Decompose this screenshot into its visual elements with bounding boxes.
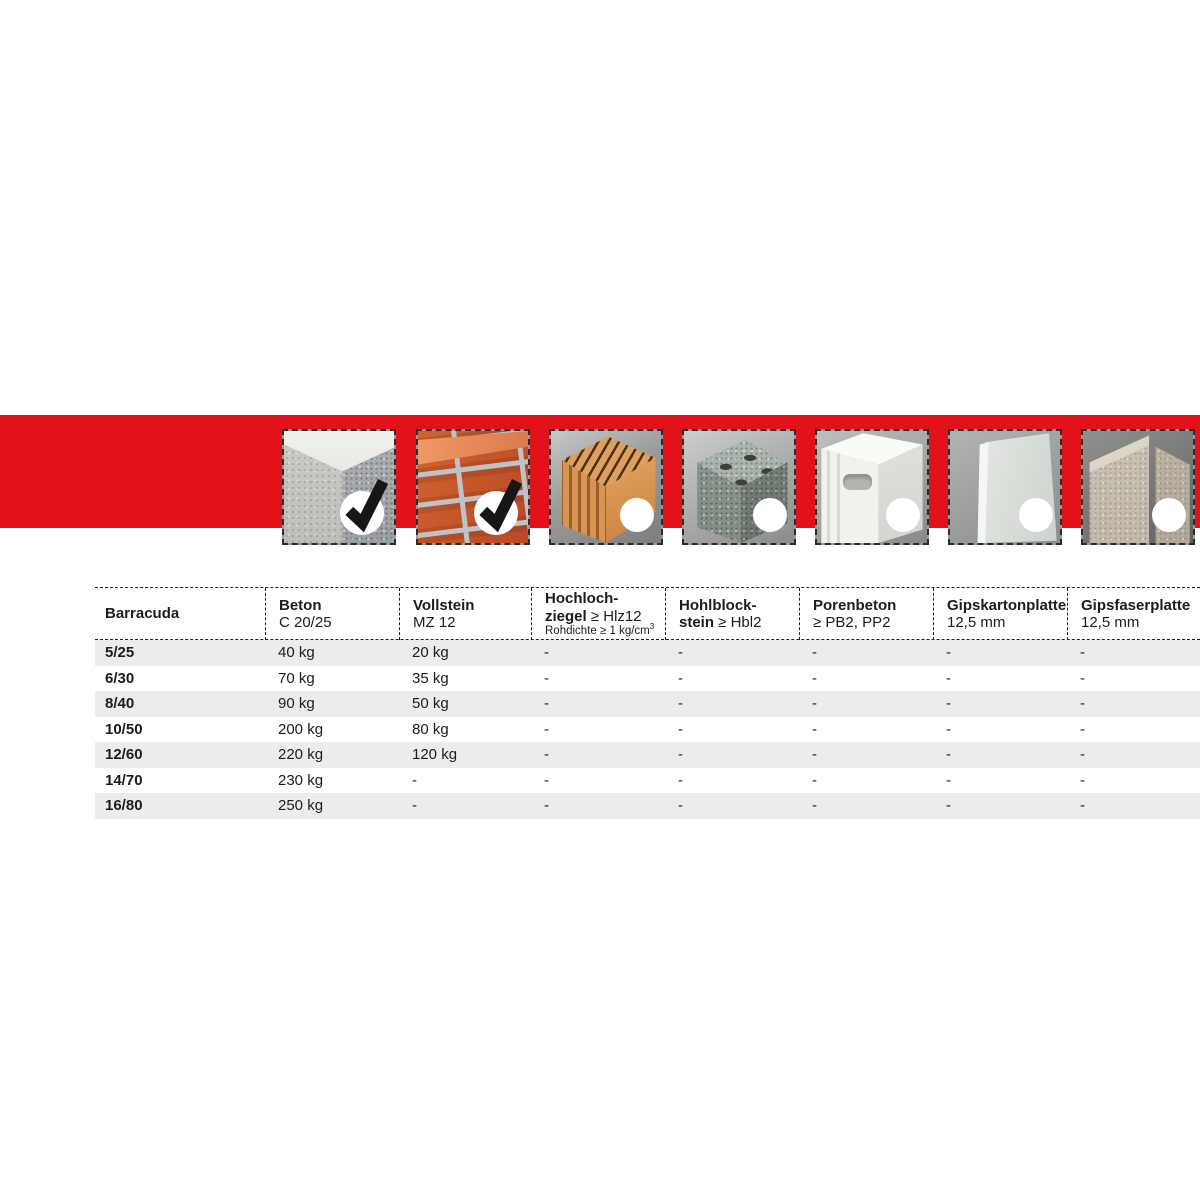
column-title: Beton <box>279 596 322 614</box>
circle-badge <box>753 498 787 532</box>
value-cell: - <box>678 746 683 764</box>
value-cell: - <box>678 771 683 789</box>
value-cell: - <box>812 797 817 815</box>
value-cell: - <box>1080 669 1085 687</box>
column-subtitle: ≥ PB2, PP2 <box>813 614 891 631</box>
material-photo-hochlochziegel <box>549 429 663 545</box>
value-cell: 20 kg <box>412 644 449 662</box>
page-title-line2: Haltewerte <box>96 884 232 917</box>
table-row <box>95 742 1200 768</box>
value-cell: - <box>544 771 549 789</box>
page-title-line1: Baustoffe & <box>96 844 242 877</box>
row-label-cell: 10/50 <box>105 720 143 738</box>
row-label-cell: 14/70 <box>105 771 143 789</box>
table-header-cell <box>799 588 933 640</box>
table-header-row <box>95 587 1200 640</box>
column-title: Porenbeton <box>813 596 897 614</box>
value-cell: - <box>812 695 817 713</box>
table-row <box>95 793 1200 819</box>
table-header-cell <box>95 588 265 640</box>
row-label-cell: 12/60 <box>105 746 143 764</box>
value-cell: - <box>1080 644 1085 662</box>
material-photo-gipskartonplatte <box>948 429 1062 545</box>
value-cell: - <box>812 720 817 738</box>
value-cell: 200 kg <box>278 720 324 738</box>
material-photo-beton-concrete <box>282 429 396 545</box>
value-cell: 250 kg <box>278 797 324 815</box>
column-title: Hohlblock- <box>679 596 757 614</box>
value-cell: - <box>544 720 549 738</box>
value-cell: 70 kg <box>278 669 315 687</box>
value-cell: - <box>544 746 549 764</box>
column-title: Barracuda <box>105 605 180 623</box>
circle-badge <box>886 498 920 532</box>
value-cell: - <box>678 695 683 713</box>
value-cell: - <box>1080 720 1085 738</box>
material-art-layer <box>418 431 528 543</box>
value-cell: - <box>946 644 951 662</box>
value-cell: - <box>812 644 817 662</box>
column-title: stein <box>679 614 715 631</box>
material-photo-hohlblockstein <box>682 429 796 545</box>
value-cell: - <box>946 771 951 789</box>
table-header-cell <box>933 588 1067 640</box>
value-cell: - <box>812 746 817 764</box>
material-photo-porenbeton <box>815 429 929 545</box>
column-title: Gipskartonplatte <box>947 596 1067 614</box>
column-title: Hochloch- <box>545 590 619 607</box>
value-cell: - <box>812 771 817 789</box>
table-row <box>95 640 1200 666</box>
column-subtitle: C 20/25 <box>279 614 332 631</box>
value-cell: - <box>946 797 951 815</box>
material-strip <box>0 429 1200 545</box>
material-art-layer <box>284 431 394 543</box>
value-cell: - <box>678 669 683 687</box>
table-row <box>95 691 1200 717</box>
value-cell: 120 kg <box>412 746 458 764</box>
value-cell: - <box>1080 695 1085 713</box>
value-cell: - <box>946 720 951 738</box>
page-title <box>96 841 242 921</box>
value-cell: - <box>678 720 683 738</box>
table-row <box>95 768 1200 794</box>
value-cell: - <box>544 644 549 662</box>
value-cell: - <box>678 644 683 662</box>
circle-badge <box>620 498 654 532</box>
material-photo-gipsfaserplatte <box>1081 429 1195 545</box>
row-label-cell: 5/25 <box>105 644 135 662</box>
table-row <box>95 717 1200 743</box>
row-label-cell: 6/30 <box>105 669 135 687</box>
loads-table <box>95 587 1200 819</box>
column-subtitle: 12,5 mm <box>947 614 1006 631</box>
value-cell: - <box>544 669 549 687</box>
value-cell: - <box>1080 797 1085 815</box>
table-header-cell <box>531 588 665 640</box>
row-label-cell: 8/40 <box>105 695 135 713</box>
column-title: ziegel <box>545 607 587 625</box>
value-cell: - <box>946 746 951 764</box>
table-header-cell <box>665 588 799 640</box>
column-note: Rohdichte ≥ 1 $kg/cm^3$ <box>545 622 655 637</box>
value-cell: - <box>1080 771 1085 789</box>
value-cell: - <box>1080 746 1085 764</box>
table-header-cell <box>399 588 531 640</box>
value-cell: - <box>812 669 817 687</box>
row-label-cell: 16/80 <box>105 797 143 815</box>
value-cell: - <box>412 771 417 789</box>
value-cell: - <box>544 695 549 713</box>
table-row <box>95 666 1200 692</box>
value-cell: - <box>678 797 683 815</box>
value-cell: - <box>946 695 951 713</box>
column-subtitle: 12,5 mm <box>1081 614 1140 631</box>
value-cell: - <box>544 797 549 815</box>
material-photo-vollstein-brick <box>416 429 530 545</box>
value-cell: 40 kg <box>278 644 315 662</box>
table-header-cell <box>1067 588 1200 640</box>
column-title: Gipsfaserplatte <box>1081 596 1191 614</box>
value-cell: - <box>412 797 417 815</box>
value-cell: 220 kg <box>278 746 324 764</box>
column-title: Vollstein <box>413 596 475 614</box>
table-header-cell <box>265 588 399 640</box>
value-cell: 35 kg <box>412 669 449 687</box>
table-body <box>95 640 1200 819</box>
value-cell: 80 kg <box>412 720 449 738</box>
column-subtitle: ≥ Hlz12 <box>586 607 642 625</box>
value-cell: 50 kg <box>412 695 449 713</box>
circle-badge <box>1019 498 1053 532</box>
circle-badge <box>1152 498 1186 532</box>
column-subtitle: MZ 12 <box>413 614 456 631</box>
column-subtitle: ≥ Hbl2 <box>714 614 762 631</box>
value-cell: 90 kg <box>278 695 315 713</box>
value-cell: - <box>946 669 951 687</box>
value-cell: 230 kg <box>278 771 324 789</box>
